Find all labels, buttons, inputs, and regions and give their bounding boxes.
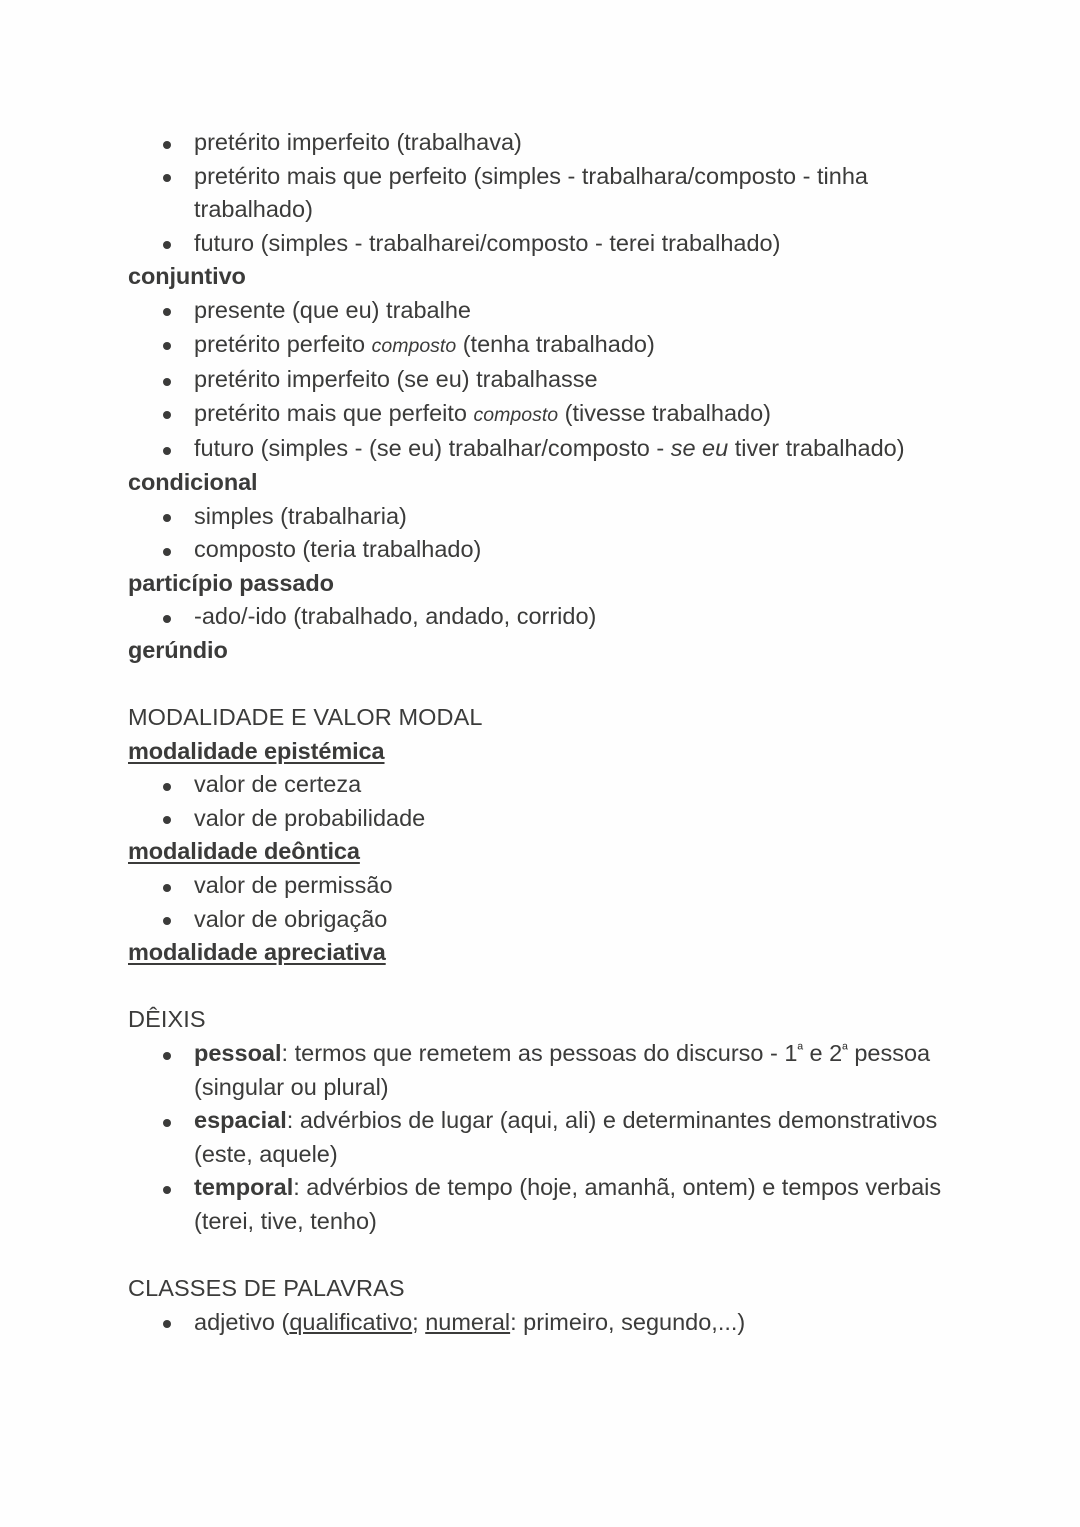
text-run: : advérbios de tempo (hoje, amanhã, ontem) e tempos verbais (terei, tive, tenho): [194, 1174, 942, 1234]
text-run: (tivesse trabalhado): [558, 399, 772, 426]
section-title-modalidade: MODALIDADE E VALOR MODAL: [128, 704, 483, 731]
subhead-condicional: condicional: [128, 468, 258, 495]
list-item: [128, 802, 980, 836]
document-body: [128, 126, 980, 1339]
text-run: presente (que eu) trabalhe: [194, 296, 471, 323]
list-item: [128, 294, 980, 328]
text-run: ;: [412, 1308, 426, 1335]
list-item: [128, 903, 980, 937]
text-run: valor de permissão: [194, 872, 393, 899]
text-run: pretérito imperfeito (se eu) trabalhasse: [194, 366, 598, 393]
subhead-conjuntivo: conjuntivo: [128, 263, 246, 290]
text-run: se eu: [670, 435, 729, 462]
text-run: futuro (simples - trabalharei/composto - terei trabalhado): [194, 229, 781, 256]
text-run: pretérito mais que perfeito (simples - trabalhara/composto - tinha trabalhado): [194, 162, 868, 223]
condicional-forms-list: [128, 500, 980, 567]
list-item: [128, 227, 980, 261]
modalidade-deontica-values-list: [128, 869, 980, 936]
text-run: ª: [842, 1041, 848, 1059]
text-run: : advérbios de lugar (aqui, ali) e determinantes demonstrativos (este, aquele): [194, 1107, 938, 1167]
list-item: [128, 533, 980, 567]
conjuntivo-tenses-list: [128, 294, 980, 466]
list-item: [128, 1306, 980, 1340]
text-run: : termos que remetem as pessoas do discurso - 1: [281, 1040, 798, 1067]
section-title-deixis: DÊIXIS: [128, 1006, 206, 1033]
list-item: [128, 397, 980, 433]
text-run: adjetivo (: [194, 1308, 290, 1335]
text-run: pessoal: [194, 1040, 282, 1067]
list-item: [128, 126, 980, 160]
participio-forms-list: [128, 600, 980, 634]
list-item: [128, 869, 980, 903]
list-item: [128, 160, 980, 227]
section-gap-deixis: [128, 970, 980, 1004]
text-run: tiver trabalhado): [728, 435, 905, 462]
text-run: espacial: [194, 1107, 287, 1134]
text-run: numeral: [425, 1308, 511, 1335]
text-run: (tenha trabalhado): [456, 330, 655, 357]
text-run: simples (trabalharia): [194, 502, 407, 529]
text-run: : primeiro, segundo,...): [510, 1308, 746, 1335]
list-item: [128, 1171, 980, 1238]
section-gap-modalidade: [128, 668, 980, 702]
indicativo-remaining-tenses-list: [128, 126, 980, 260]
text-run: pretérito perfeito: [194, 330, 372, 357]
subhead-modalidade-apreciativa: modalidade apreciativa: [128, 939, 386, 966]
subhead-gerundio: gerúndio: [128, 636, 228, 663]
text-run: temporal: [194, 1174, 294, 1201]
text-run: ª: [797, 1041, 804, 1059]
list-item: [128, 1037, 980, 1104]
list-item: [128, 432, 980, 466]
text-run: composto: [371, 334, 457, 357]
list-item: [128, 600, 980, 634]
text-run: pessoa (singular ou plural): [194, 1040, 931, 1100]
classes-de-palavras-list: [128, 1306, 980, 1340]
list-item: [128, 328, 980, 364]
text-run: composto: [473, 403, 559, 426]
list-item: [128, 768, 980, 802]
text-run: valor de certeza: [194, 771, 362, 798]
text-run: -ado/-ido (trabalhado, andado, corrido): [194, 603, 597, 630]
subhead-modalidade-epistemica: modalidade epistémica: [128, 737, 385, 764]
modalidade-epistemica-values-list: [128, 768, 980, 835]
text-run: valor de probabilidade: [194, 804, 426, 831]
list-item: [128, 363, 980, 397]
section-title-classes-de-palavras: CLASSES DE PALAVRAS: [128, 1275, 405, 1302]
text-run: e 2: [803, 1040, 843, 1067]
deixis-types-list: [128, 1037, 980, 1239]
text-run: futuro (simples - (se eu) trabalhar/composto -: [194, 435, 671, 462]
text-run: composto (teria trabalhado): [194, 536, 482, 563]
subhead-participio-passado: particípio passado: [128, 569, 334, 596]
section-gap-classes: [128, 1239, 980, 1273]
text-run: pretérito imperfeito (trabalhava): [194, 129, 522, 155]
text-run: pretérito mais que perfeito: [194, 399, 474, 426]
list-item: [128, 1104, 980, 1171]
subhead-modalidade-deontica: modalidade deôntica: [128, 838, 360, 865]
text-run: qualificativo: [289, 1308, 413, 1335]
list-item: [128, 500, 980, 534]
text-run: valor de obrigação: [194, 905, 388, 932]
